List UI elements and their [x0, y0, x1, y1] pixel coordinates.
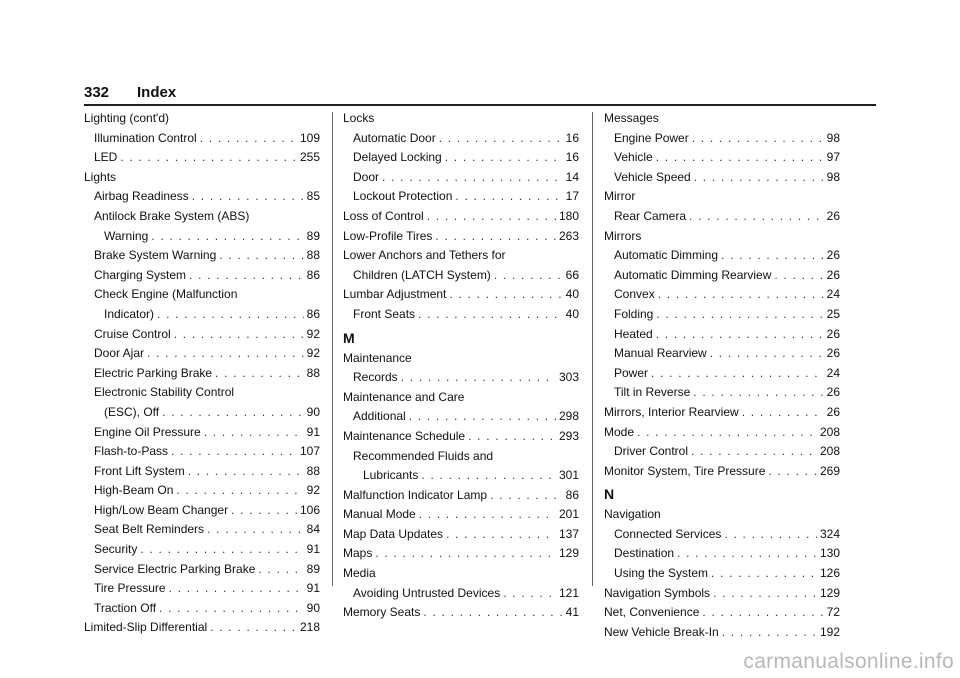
entry-label: New Vehicle Break-In: [604, 624, 719, 639]
index-heading: Lights: [84, 169, 117, 184]
index-entry: [604, 603, 840, 623]
entry-label: Mode: [604, 424, 635, 439]
dot-leader: [200, 129, 297, 149]
page-title: Index: [137, 84, 177, 101]
entry-label: Security: [94, 542, 138, 557]
index-heading: Lighting (cont'd): [84, 111, 170, 125]
entry-label: Records: [353, 370, 398, 385]
index-heading: Lower Anchors and Tethers for: [343, 248, 506, 263]
dot-leader: [418, 305, 563, 325]
dot-leader: [742, 403, 824, 423]
entry-page-number: 40: [565, 306, 579, 321]
entry-page-number: 201: [558, 507, 579, 522]
index-entry: [604, 246, 840, 266]
index-column-1: [84, 109, 320, 638]
dot-leader: [192, 187, 304, 207]
entry-label: Additional: [353, 409, 406, 424]
dot-leader: [722, 623, 817, 643]
entry-label: High-Beam On: [94, 483, 174, 498]
entry-page-number: 92: [306, 326, 320, 341]
index-entry: [343, 187, 579, 207]
entry-label: Engine Power: [614, 130, 689, 145]
dot-leader: [721, 246, 824, 266]
entry-label: Convex: [614, 287, 655, 302]
entry-label: Navigation Symbols: [604, 585, 711, 600]
entry-page-number: 208: [819, 444, 840, 459]
entry-page-number: 72: [826, 605, 840, 620]
index-entry: [84, 148, 320, 168]
dot-leader: [427, 207, 556, 227]
dot-leader: [656, 325, 824, 345]
page-number: 332: [84, 84, 110, 101]
index-heading: Antilock Brake System (ABS): [94, 208, 250, 223]
entry-label: Brake System Warning: [94, 248, 217, 263]
index-entry: [84, 227, 320, 247]
entry-label: Vehicle Speed: [614, 169, 691, 184]
dot-leader: [439, 129, 563, 149]
entry-page-number: 86: [306, 267, 320, 282]
index-entry: [84, 501, 320, 521]
index-entry: [84, 403, 320, 423]
entry-page-number: 40: [565, 287, 579, 302]
entry-page-number: 26: [826, 326, 840, 341]
index-entry: [84, 344, 320, 364]
index-entry: [84, 325, 320, 345]
dot-leader: [692, 129, 824, 149]
index-entry: [604, 266, 840, 286]
dot-leader: [157, 305, 304, 325]
dot-leader: [468, 427, 556, 447]
entry-page-number: 24: [826, 287, 840, 302]
entry-page-number: 86: [306, 306, 320, 321]
entry-page-number: 293: [558, 428, 579, 443]
dot-leader: [231, 501, 297, 521]
entry-page-number: 98: [826, 169, 840, 184]
entry-page-number: 88: [306, 463, 320, 478]
index-heading: Check Engine (Malfunction: [94, 287, 238, 302]
dot-leader: [159, 599, 304, 619]
entry-label: Lubricants: [363, 468, 419, 483]
entry-label: High/Low Beam Changer: [94, 502, 229, 517]
index-entry: [343, 466, 579, 486]
entry-label: Automatic Door: [353, 130, 436, 145]
entry-label: Folding: [614, 306, 654, 321]
dot-leader: [210, 618, 297, 638]
dot-leader: [147, 344, 304, 364]
dot-leader: [382, 168, 563, 188]
dot-leader: [651, 364, 824, 384]
entry-page-number: 137: [558, 526, 579, 541]
entry-label: Manual Mode: [343, 507, 416, 522]
entry-label: Maintenance Schedule: [343, 428, 466, 443]
entry-label: Seat Belt Reminders: [94, 522, 205, 537]
index-entry: [343, 603, 579, 623]
dot-leader: [494, 266, 563, 286]
entry-page-number: 298: [558, 409, 579, 424]
entry-label: LED: [94, 150, 118, 165]
entry-page-number: 90: [306, 404, 320, 419]
dot-leader: [419, 505, 556, 525]
entry-label: Rear Camera: [614, 208, 687, 223]
column-divider-1: [332, 112, 333, 586]
index-entry: [343, 129, 579, 149]
index-column-2: [343, 109, 579, 623]
index-entry: [84, 560, 320, 580]
entry-label: Limited-Slip Differential: [84, 620, 208, 635]
index-heading: Recommended Fluids and: [353, 448, 494, 463]
entry-label: Charging System: [94, 267, 187, 282]
entry-label: Lumbar Adjustment: [343, 287, 447, 302]
index-entry: [604, 383, 840, 403]
dot-leader: [176, 481, 303, 501]
index-entry: [604, 584, 840, 604]
index-entry: [343, 505, 579, 525]
dot-leader: [677, 544, 817, 564]
index-entry: [604, 129, 840, 149]
dot-leader: [151, 227, 303, 247]
entry-label: Monitor System, Tire Pressure: [604, 463, 766, 478]
entry-page-number: 66: [565, 267, 579, 282]
index-entry: [84, 481, 320, 501]
dot-leader: [169, 579, 304, 599]
entry-page-number: 24: [826, 365, 840, 380]
entry-page-number: 269: [819, 463, 840, 478]
index-entry: [84, 364, 320, 384]
dot-leader: [409, 407, 556, 427]
entry-label: Door Ajar: [94, 346, 145, 361]
entry-page-number: 89: [306, 228, 320, 243]
entry-label: Airbag Readiness: [94, 189, 189, 204]
entry-page-number: 129: [819, 585, 840, 600]
entry-page-number: 98: [826, 130, 840, 145]
index-entry: [604, 305, 840, 325]
dot-leader: [637, 423, 817, 443]
entry-label: Service Electric Parking Brake: [94, 561, 256, 576]
index-entry: [604, 148, 840, 168]
index-entry: [343, 207, 579, 227]
dot-leader: [490, 486, 563, 506]
dot-leader: [656, 148, 824, 168]
index-entry: [604, 207, 840, 227]
index-entry: [84, 442, 320, 462]
entry-page-number: 26: [826, 346, 840, 361]
dot-leader: [455, 187, 562, 207]
entry-label: Destination: [614, 546, 675, 561]
entry-page-number: 180: [558, 208, 579, 223]
entry-page-number: 97: [826, 150, 840, 165]
index-entry: [84, 520, 320, 540]
dot-leader: [774, 266, 823, 286]
entry-label: Vehicle: [614, 150, 653, 165]
index-entry: [84, 305, 320, 325]
index-entry: [604, 325, 840, 345]
entry-label: Power: [614, 365, 649, 380]
dot-leader: [503, 584, 556, 604]
index-entry: [343, 584, 579, 604]
header-rule: [84, 104, 876, 106]
index-entry: [84, 540, 320, 560]
entry-label: Illumination Control: [94, 130, 197, 145]
dot-leader: [401, 368, 556, 388]
entry-label: Front Seats: [353, 306, 416, 321]
index-entry: [84, 618, 320, 638]
entry-page-number: 85: [306, 189, 320, 204]
dot-leader: [120, 148, 297, 168]
entry-page-number: 208: [819, 424, 840, 439]
entry-label: Front Lift System: [94, 463, 185, 478]
entry-page-number: 16: [565, 130, 579, 145]
index-entry: [84, 579, 320, 599]
entry-label: Flash-to-Pass: [94, 444, 169, 459]
entry-label: Children (LATCH System): [353, 267, 491, 282]
index-entry: [343, 285, 579, 305]
index-entry: [343, 407, 579, 427]
entry-page-number: 88: [306, 365, 320, 380]
index-heading: Maintenance: [343, 350, 412, 365]
index-entry: [84, 462, 320, 482]
entry-page-number: 126: [819, 566, 840, 581]
index-entry: [604, 462, 840, 482]
dot-leader: [713, 584, 817, 604]
entry-page-number: 106: [299, 502, 320, 517]
entry-page-number: 91: [306, 581, 320, 596]
index-heading: Navigation: [604, 507, 661, 522]
entry-label: Maps: [343, 546, 373, 561]
entry-label: Low-Profile Tires: [343, 228, 433, 243]
index-entry: [343, 427, 579, 447]
index-heading: Locks: [343, 111, 375, 125]
entry-label: Indicator): [104, 306, 155, 321]
dot-leader: [656, 305, 823, 325]
index-entry: [343, 544, 579, 564]
index-entry: [343, 148, 579, 168]
entry-page-number: 89: [306, 561, 320, 576]
dot-leader: [258, 560, 303, 580]
index-entry: [604, 544, 840, 564]
dot-leader: [215, 364, 304, 384]
dot-leader: [188, 462, 304, 482]
entry-label: Manual Rearview: [614, 346, 707, 361]
index-entry: [343, 486, 579, 506]
entry-label: Warning: [104, 228, 149, 243]
entry-label: (ESC), Off: [104, 404, 160, 419]
entry-page-number: 324: [819, 526, 840, 541]
index-entry: [343, 525, 579, 545]
entry-page-number: 121: [558, 585, 579, 600]
index-entry: [604, 168, 840, 188]
dot-leader: [449, 285, 562, 305]
entry-label: Memory Seats: [343, 605, 421, 620]
index-entry: [343, 368, 579, 388]
entry-label: Door: [353, 169, 380, 184]
dot-leader: [207, 520, 304, 540]
index-column-3: [604, 109, 840, 642]
entry-page-number: 26: [826, 385, 840, 400]
dot-leader: [445, 148, 563, 168]
dot-leader: [162, 403, 304, 423]
dot-leader: [435, 227, 556, 247]
entry-label: Automatic Dimming Rearview: [614, 267, 772, 282]
dot-leader: [702, 603, 823, 623]
entry-label: Lockout Protection: [353, 189, 453, 204]
index-entry: [604, 344, 840, 364]
entry-label: Driver Control: [614, 444, 689, 459]
entry-label: Mirrors, Interior Rearview: [604, 404, 739, 419]
entry-page-number: 41: [565, 605, 579, 620]
entry-label: Traction Off: [94, 600, 157, 615]
entry-page-number: 92: [306, 483, 320, 498]
column-divider-2: [592, 112, 593, 586]
index-entry: [343, 168, 579, 188]
entry-page-number: 26: [826, 267, 840, 282]
entry-page-number: 130: [819, 546, 840, 561]
entry-page-number: 301: [558, 468, 579, 483]
entry-page-number: 107: [299, 444, 320, 459]
dot-leader: [204, 423, 304, 443]
section-letter: M: [343, 329, 355, 346]
entry-label: Malfunction Indicator Lamp: [343, 487, 488, 502]
entry-page-number: 17: [565, 189, 579, 204]
entry-page-number: 192: [819, 624, 840, 639]
dot-leader: [140, 540, 303, 560]
index-entry: [604, 285, 840, 305]
entry-label: Map Data Updates: [343, 526, 444, 541]
dot-leader: [658, 285, 824, 305]
entry-label: Automatic Dimming: [614, 248, 719, 263]
entry-page-number: 91: [306, 424, 320, 439]
entry-page-number: 26: [826, 248, 840, 263]
dot-leader: [174, 325, 304, 345]
dot-leader: [446, 525, 556, 545]
entry-label: Heated: [614, 326, 653, 341]
entry-page-number: 92: [306, 346, 320, 361]
dot-leader: [710, 344, 824, 364]
entry-page-number: 218: [299, 620, 320, 635]
index-entry: [604, 564, 840, 584]
watermark: carmanualsonline.info: [743, 650, 954, 673]
entry-label: Tire Pressure: [94, 581, 166, 596]
entry-label: Using the System: [614, 566, 709, 581]
dot-leader: [724, 525, 817, 545]
dot-leader: [768, 462, 817, 482]
entry-page-number: 25: [826, 306, 840, 321]
dot-leader: [421, 466, 556, 486]
entry-page-number: 26: [826, 208, 840, 223]
index-heading: Mirror: [604, 189, 636, 204]
dot-leader: [693, 383, 823, 403]
entry-page-number: 86: [565, 487, 579, 502]
entry-page-number: 303: [558, 370, 579, 385]
dot-leader: [691, 442, 817, 462]
index-entry: [343, 305, 579, 325]
entry-label: Avoiding Untrusted Devices: [353, 585, 501, 600]
dot-leader: [171, 442, 297, 462]
entry-label: Tilt in Reverse: [614, 385, 691, 400]
entry-page-number: 255: [299, 150, 320, 165]
entry-label: Electric Parking Brake: [94, 365, 213, 380]
dot-leader: [423, 603, 562, 623]
index-heading: Media: [343, 566, 376, 581]
entry-page-number: 263: [558, 228, 579, 243]
index-entry: [604, 423, 840, 443]
index-heading: Electronic Stability Control: [94, 385, 235, 400]
index-entry: [84, 187, 320, 207]
dot-leader: [711, 564, 817, 584]
index-heading: Mirrors: [604, 228, 642, 243]
entry-label: Engine Oil Pressure: [94, 424, 201, 439]
entry-page-number: 109: [299, 130, 320, 145]
index-entry: [604, 403, 840, 423]
dot-leader: [689, 207, 824, 227]
dot-leader: [694, 168, 824, 188]
entry-page-number: 88: [306, 248, 320, 263]
index-entry: [84, 423, 320, 443]
entry-page-number: 14: [565, 169, 579, 184]
index-entry: [84, 599, 320, 619]
index-entry: [604, 525, 840, 545]
dot-leader: [189, 266, 304, 286]
section-letter: N: [604, 486, 615, 503]
index-entry: [84, 129, 320, 149]
entry-page-number: 84: [306, 522, 320, 537]
dot-leader: [375, 544, 556, 564]
entry-label: Connected Services: [614, 526, 722, 541]
index-entry: [604, 623, 840, 643]
index-entry: [84, 266, 320, 286]
index-entry: [84, 246, 320, 266]
index-heading: Messages: [604, 111, 659, 125]
entry-label: Loss of Control: [343, 208, 424, 223]
entry-page-number: 90: [306, 600, 320, 615]
entry-label: Net, Convenience: [604, 605, 700, 620]
entry-label: Delayed Locking: [353, 150, 442, 165]
index-entry: [343, 266, 579, 286]
dot-leader: [219, 246, 303, 266]
index-heading: Maintenance and Care: [343, 389, 465, 404]
index-entry: [604, 442, 840, 462]
entry-page-number: 26: [826, 404, 840, 419]
index-entry: [343, 227, 579, 247]
entry-page-number: 129: [558, 546, 579, 561]
index-entry: [604, 364, 840, 384]
entry-label: Cruise Control: [94, 326, 171, 341]
entry-page-number: 16: [565, 150, 579, 165]
entry-page-number: 91: [306, 542, 320, 557]
